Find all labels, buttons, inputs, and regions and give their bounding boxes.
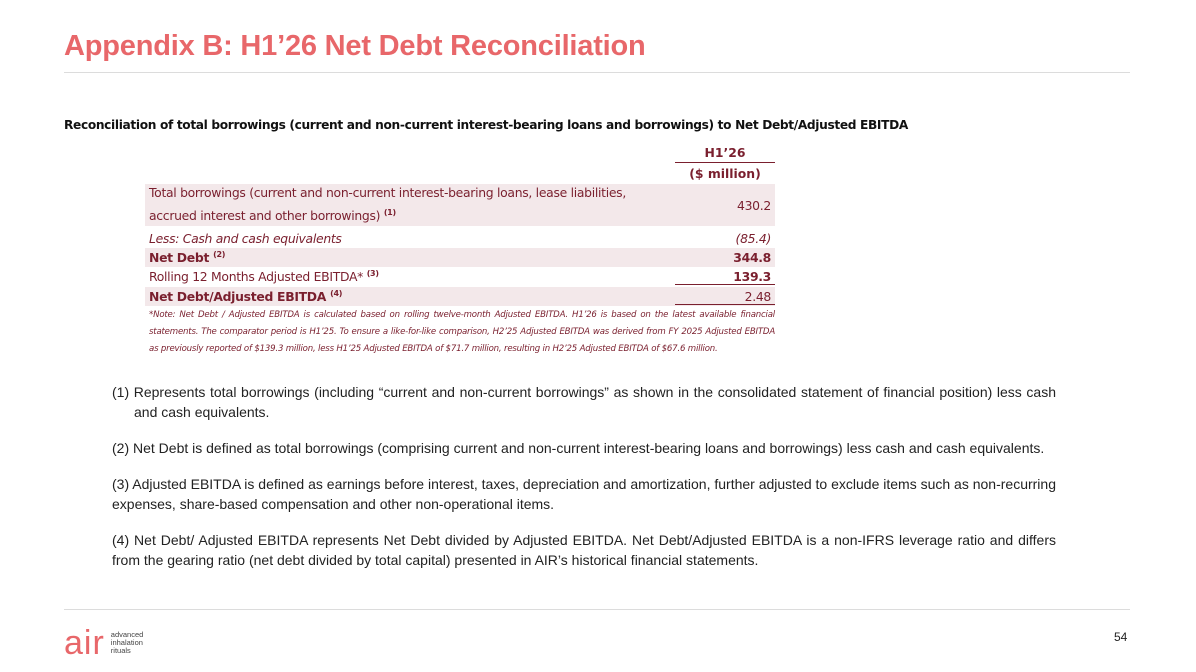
footnote-4: (4) Net Debt/ Adjusted EBITDA represents Net Debt divided by Adjusted EBITDA. Net Debt/Adjusted EBITDA is a non-IFRS leverage ratio and differs from the gearing ratio (net debt divided by total capital) presented in AIR’s historical financial statements.: [112, 532, 1056, 568]
logo-word: inhalation: [110, 638, 143, 647]
footnote-2: (2) Net Debt is defined as total borrowings (comprising current and non-current interest-bearing loans and borrowings) less cash and cash equivalents.: [112, 440, 1045, 456]
row-value: 344.8: [733, 250, 771, 265]
footer-divider: [64, 609, 1130, 610]
footnote-ref: (1): [383, 208, 396, 218]
page-title: Appendix B: H1’26 Net Debt Reconciliation: [64, 30, 646, 62]
table-row-total-borrowings: [145, 184, 775, 226]
row-value: 2.48: [675, 289, 775, 305]
row-label: Less: Cash and cash equivalents: [149, 230, 342, 246]
reconciliation-table: [145, 145, 775, 306]
table-header-period: [145, 145, 775, 163]
row-label: [145, 289, 675, 304]
logo-word: rituals: [110, 646, 131, 655]
table-row-ratio: [145, 287, 775, 306]
row-label: [145, 250, 675, 265]
row-label: [145, 183, 675, 226]
row-label: [145, 269, 675, 284]
row-value: (85.4): [735, 230, 771, 246]
table-row-ebitda: [145, 267, 775, 287]
footnote-1: (1) Represents total borrowings (including “current and non-current borrowings” as shown in the consolidated statement of financial position) less cash and cash equivalents.: [112, 384, 1056, 420]
footnote-ref: (3): [366, 269, 379, 279]
row-label-text: Net Debt/Adjusted EBITDA: [149, 289, 327, 305]
row-label-line1: Total borrowings (current and non-current interest-bearing loans, lease liabilities,: [149, 185, 626, 201]
page-number: 54: [1114, 630, 1128, 644]
column-unit: ($ million): [689, 166, 761, 181]
section-subtitle: Reconciliation of total borrowings (current and non-current interest-bearing loans and borrowings) to Net Debt/Adjusted EBITDA: [64, 118, 908, 132]
row-value: 139.3: [675, 269, 775, 285]
table-header-unit: [145, 166, 775, 181]
table-row-net-debt: [145, 248, 775, 267]
footnote-ref: (4): [330, 288, 343, 298]
footnote-3: (3) Adjusted EBITDA is defined as earnings before interest, taxes, depreciation and amortization, further adjusted to exclude items such as non-recurring expenses, share-based compensation and other non-operational items.: [112, 476, 1056, 512]
title-divider: [64, 72, 1130, 73]
footnotes: [112, 382, 1056, 586]
row-label-text: Rolling 12 Months Adjusted EBITDA*: [149, 269, 364, 285]
table-note: *Note: Net Debt / Adjusted EBITDA is calculated based on rolling twelve-month Adjusted EBITDA. H1’26 is based on the latest available financial statements. The comparator period is H1’25. To ensure a like-for-like comparison, H2’25 Adjusted EBITDA was derived from FY 2025 Adjusted EBITDA as previously reported of $139.3 million, less H1’25 Adjusted EBITDA of $71.7 million, resulting in H2’25 Adjusted EBITDA of $67.6 million.: [149, 310, 775, 354]
row-value: 430.2: [737, 197, 771, 213]
logo-mark: air: [64, 624, 105, 662]
logo-word: advanced: [110, 630, 144, 639]
row-label-text: Net Debt: [149, 250, 210, 266]
footnote-ref: (2): [213, 249, 226, 259]
row-label-line2: accrued interest and other borrowings): [149, 208, 381, 224]
logo-words: [111, 631, 144, 655]
column-header: H1’26: [675, 145, 775, 163]
company-logo: [64, 624, 144, 662]
table-row-cash: [145, 228, 775, 248]
